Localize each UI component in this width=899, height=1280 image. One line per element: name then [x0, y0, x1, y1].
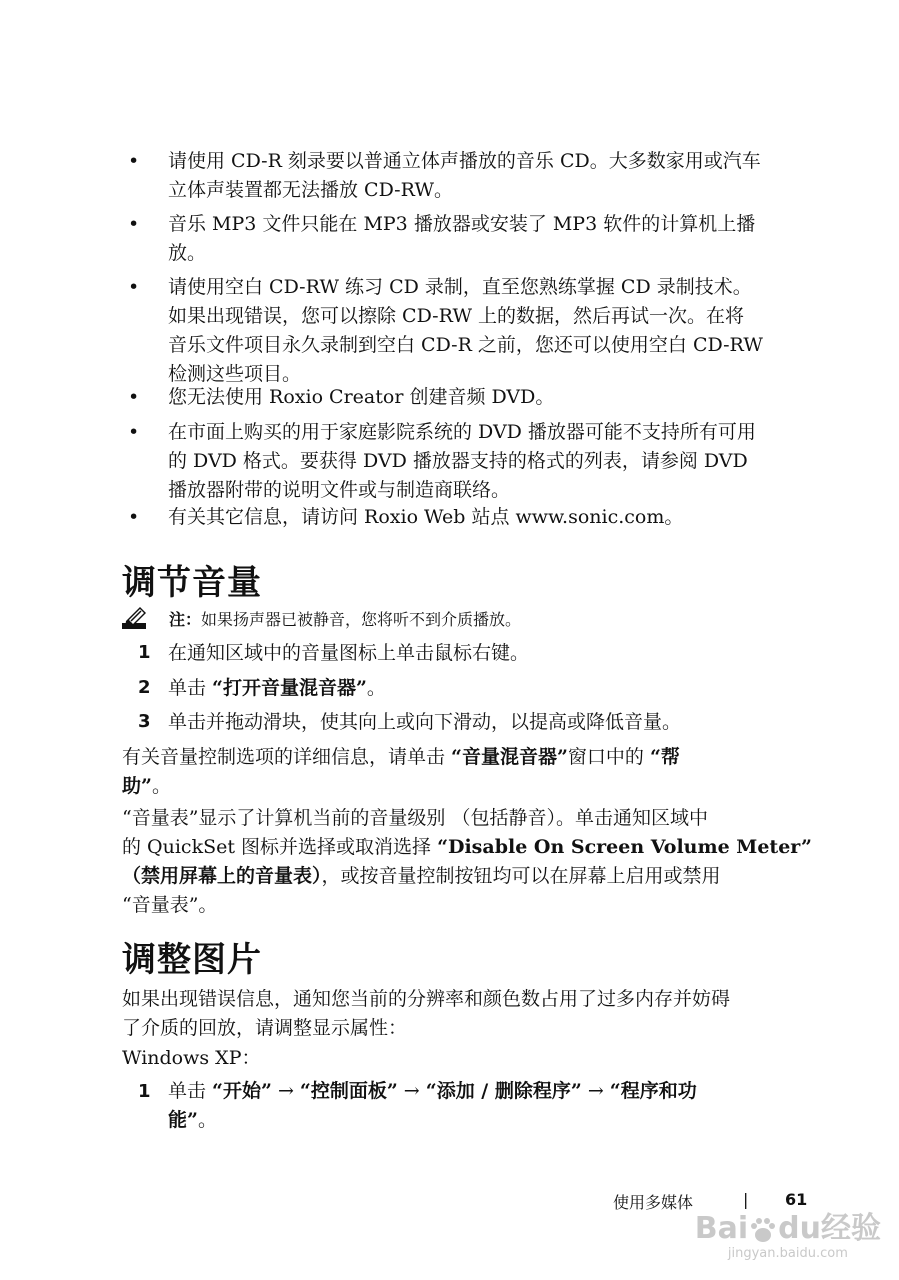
watermark-brand: du [778, 1211, 821, 1246]
paw-icon [748, 1216, 778, 1244]
list-item-text: 音乐 MP3 文件只能在 MP3 播放器或安装了 MP3 软件的计算机上播 [168, 213, 756, 235]
bullet-icon: • [128, 276, 140, 298]
note-text: 如果扬声器已被静音，您将听不到介质播放。 [201, 610, 522, 629]
step-text: 单击 “开始” → “控制面板” → “添加 / 删除程序” → “程序和功 能”。 [168, 1080, 697, 1131]
paragraph: “音量表”显示了计算机当前的音量级别 （包括静音）。单击通知区域中 的 QuickSet 图标并选择或取消选择 “Disable On Screen Volume Meter” （禁用屏幕上的音量表），或按音量控制按钮均可以在屏幕上启用或禁用 “音量表”。 [122, 807, 812, 916]
paragraph: 如果出现错误信息，通知您当前的分辨率和颜色数占用了过多内存并妨碍 了介质的回放，请调整显示属性： [122, 988, 731, 1039]
step-number: 1 [138, 1081, 151, 1102]
list-item-text: 放。 [168, 242, 207, 264]
step-number: 2 [138, 677, 151, 698]
list-item-text: 如果出现错误，您可以擦除 CD-RW 上的数据，然后再试一次。在将 [168, 305, 745, 327]
bullet-icon: • [128, 386, 140, 408]
step-number: 1 [138, 642, 151, 663]
watermark [695, 1212, 881, 1262]
list-item-text: 有关其它信息，请访问 Roxio Web 站点 www.sonic.com。 [168, 506, 684, 528]
paragraph: 有关音量控制选项的详细信息，请单击 “音量混音器”窗口中的 “帮 助”。 [122, 746, 680, 797]
bullet-icon: • [128, 506, 140, 528]
bullet-icon: • [128, 421, 140, 443]
list-item-text: 的 DVD 格式。要获得 DVD 播放器支持的格式的列表，请参阅 DVD [168, 450, 748, 472]
list-item-text: 音乐文件项目永久录制到空白 CD-R 之前，您还可以使用空白 CD-RW [168, 334, 763, 356]
list-item-text: 播放器附带的说明文件或与制造商联络。 [168, 479, 511, 501]
section-heading-picture: 调整图片 [122, 940, 262, 980]
list-item-text: 检测这些项目。 [168, 363, 302, 385]
bullet-icon: • [128, 150, 140, 172]
step-number: 3 [138, 711, 151, 732]
pencil-note-icon [122, 605, 152, 631]
arrow: → [581, 1080, 610, 1102]
step-text: 单击 “打开音量混音器”。 [168, 677, 386, 699]
step-text: 单击并拖动滑块，使其向上或向下滑动，以提高或降低音量。 [168, 711, 682, 733]
section-heading-volume: 调节音量 [122, 563, 262, 603]
note-label: 注： [169, 610, 202, 629]
arrow: → [271, 1080, 300, 1102]
step-text: 在通知区域中的音量图标上单击鼠标右键。 [168, 642, 530, 664]
list-item-text: 请使用 CD-R 刻录要以普通立体声播放的音乐 CD。大多数家用或汽车 [168, 150, 761, 172]
page-number: 61 [785, 1190, 808, 1209]
bullet-icon: • [128, 213, 140, 235]
watermark-url: jingyan.baidu.com [727, 1246, 848, 1261]
list-item-text: 立体声装置都无法播放 CD-RW。 [168, 179, 454, 201]
footer-separator: | [743, 1190, 749, 1209]
arrow: → [397, 1080, 426, 1102]
list-item-text: 请使用空白 CD-RW 练习 CD 录制，直至您熟练掌握 CD 录制技术。 [168, 276, 752, 298]
menu-item-reference: “打开音量混音器” [212, 677, 367, 699]
os-label: Windows XP： [122, 1047, 261, 1069]
list-item-text: 在市面上购买的用于家庭影院系统的 DVD 播放器可能不支持所有可用 [168, 421, 756, 443]
footer-chapter: 使用多媒体 [613, 1193, 694, 1212]
list-item-text: 您无法使用 Roxio Creator 创建音频 DVD。 [168, 386, 555, 408]
watermark-brand: Bai [694, 1211, 749, 1246]
watermark-brand: 经验 [821, 1211, 881, 1246]
